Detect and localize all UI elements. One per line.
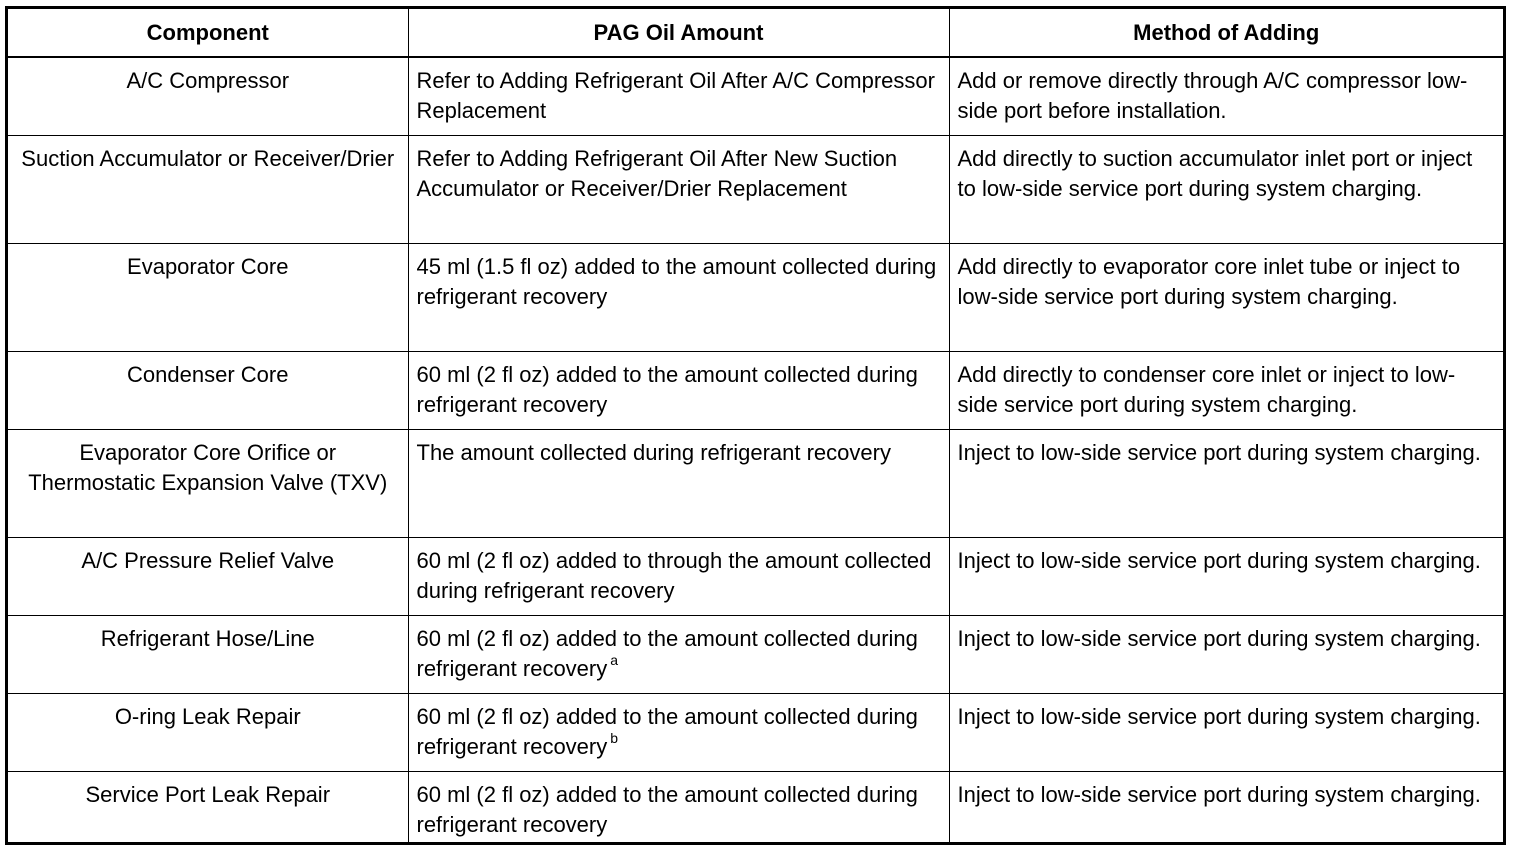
table-row (8, 693, 1503, 771)
amount-cell: Refer to Adding Refrigerant Oil After New Suction Accumulator or Receiver/Drier Replacement (408, 135, 949, 243)
amount-cell: Refer to Adding Refrigerant Oil After A/C Compressor Replacement (408, 57, 949, 135)
component-cell: Evaporator Core Orifice or Thermostatic Expansion Valve (TXV) (8, 429, 408, 537)
method-cell: Inject to low-side service port during system charging. (949, 537, 1503, 615)
method-cell: Add directly to evaporator core inlet tube or inject to low-side service port during system charging. (949, 243, 1503, 351)
amount-text: 60 ml (2 fl oz) added to the amount collected during refrigerant recovery (416, 703, 918, 759)
amount-cell (408, 693, 949, 771)
amount-cell (408, 615, 949, 693)
method-cell: Add or remove directly through A/C compressor low-side port before installation. (949, 57, 1503, 135)
table-row (8, 771, 1503, 845)
header-row (8, 9, 1503, 57)
table-row (8, 537, 1503, 615)
pag-oil-table (8, 9, 1503, 845)
component-cell: Refrigerant Hose/Line (8, 615, 408, 693)
amount-cell: 60 ml (2 fl oz) added to the amount collected during refrigerant recovery (408, 771, 949, 845)
method-cell: Inject to low-side service port during system charging. (949, 693, 1503, 771)
amount-cell: 45 ml (1.5 fl oz) added to the amount collected during refrigerant recovery (408, 243, 949, 351)
method-cell: Inject to low-side service port during system charging. (949, 615, 1503, 693)
pag-oil-table-frame (5, 6, 1506, 845)
component-cell: Condenser Core (8, 351, 408, 429)
table-row (8, 57, 1503, 135)
header-component: Component (8, 9, 408, 57)
method-cell: Add directly to condenser core inlet or inject to low-side service port during system charging. (949, 351, 1503, 429)
amount-cell: 60 ml (2 fl oz) added to the amount collected during refrigerant recovery (408, 351, 949, 429)
header-pag-oil-amount: PAG Oil Amount (408, 9, 949, 57)
method-cell: Inject to low-side service port during system charging. (949, 429, 1503, 537)
table-row (8, 615, 1503, 693)
amount-cell: 60 ml (2 fl oz) added to through the amount collected during refrigerant recovery (408, 537, 949, 615)
table-row (8, 135, 1503, 243)
table-row (8, 429, 1503, 537)
component-cell: A/C Pressure Relief Valve (8, 537, 408, 615)
footnote-marker: a (610, 651, 619, 668)
amount-text: 60 ml (2 fl oz) added to the amount collected during refrigerant recovery (416, 625, 918, 681)
method-cell: Inject to low-side service port during system charging. (949, 771, 1503, 845)
header-method-of-adding: Method of Adding (949, 9, 1503, 57)
table-row (8, 243, 1503, 351)
table-row (8, 351, 1503, 429)
component-cell: O-ring Leak Repair (8, 693, 408, 771)
footnote-marker: b (610, 729, 619, 746)
component-cell: Service Port Leak Repair (8, 771, 408, 845)
amount-cell: The amount collected during refrigerant recovery (408, 429, 949, 537)
method-cell: Add directly to suction accumulator inlet port or inject to low-side service port during system charging. (949, 135, 1503, 243)
component-cell: Suction Accumulator or Receiver/Drier (8, 135, 408, 243)
component-cell: A/C Compressor (8, 57, 408, 135)
component-cell: Evaporator Core (8, 243, 408, 351)
